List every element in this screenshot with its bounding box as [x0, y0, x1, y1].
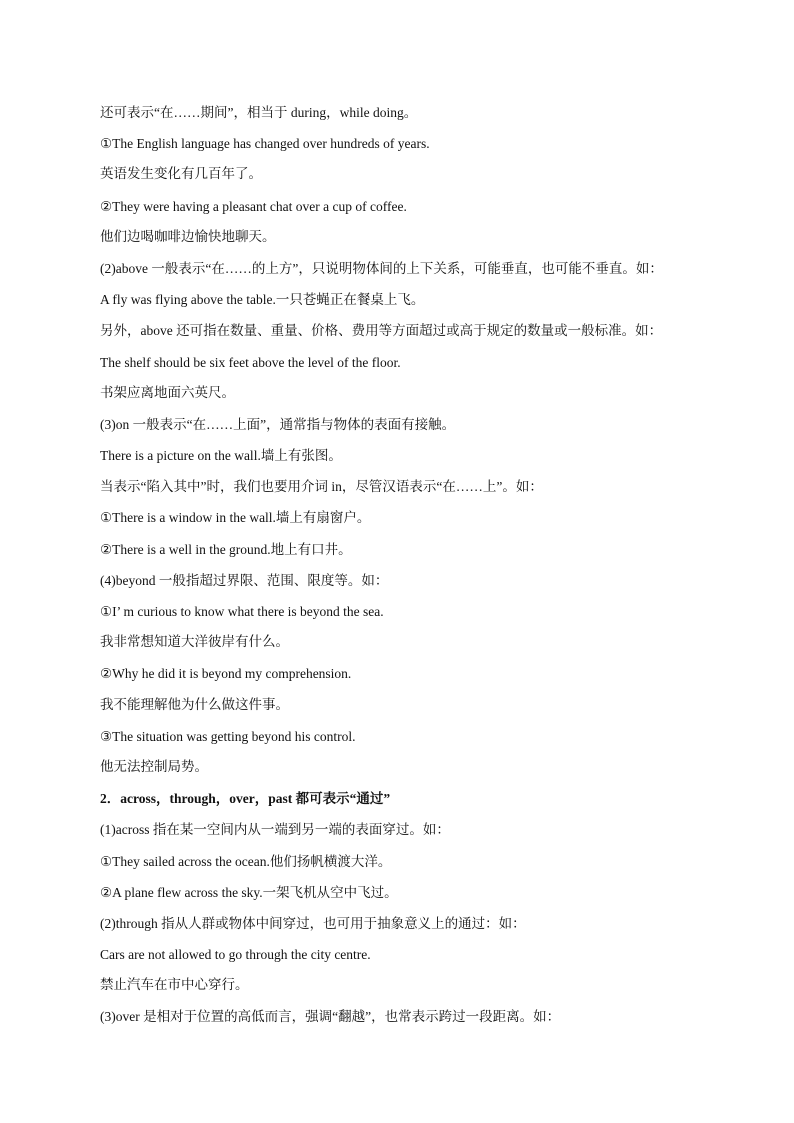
rule-heading: (2)above 一般表示“在……的上方”，只说明物体间的上下关系，可能垂直，也可能不垂直。如： — [100, 260, 663, 276]
example-sentence: Cars are not allowed to go through the city centre. — [100, 947, 371, 963]
rule-heading: (3)over 是相对于位置的高低而言，强调“翻越”，也常表示跨过一段距离。如： — [100, 1009, 561, 1025]
translation-line: 禁止汽车在市中心穿行。 — [100, 977, 249, 994]
example-sentence: ①The English language has changed over hundreds of years. — [100, 136, 430, 152]
translation-line: 我非常想知道大洋彼岸有什么。 — [100, 634, 289, 651]
example-sentence: ③The situation was getting beyond his control. — [100, 728, 356, 744]
rule-heading: (4)beyond 一般指超过界限、范围、限度等。如： — [100, 572, 389, 588]
example-sentence: ②A plane flew across the sky.一架飞机从空中飞过。 — [100, 884, 398, 900]
rule-heading: (2)through 指从人群或物体中间穿过，也可用于抽象意义上的通过：如： — [100, 915, 526, 931]
rule-heading: (3)on 一般表示“在……上面”，通常指与物体的表面有接触。 — [100, 416, 456, 432]
example-sentence: There is a picture on the wall.墙上有张图。 — [100, 448, 342, 464]
example-sentence: The shelf should be six feet above the level of the floor. — [100, 354, 401, 370]
translation-line: 他们边喝咖啡边愉快地聊天。 — [100, 228, 276, 245]
example-sentence: ②They were having a pleasant chat over a cup of coffee. — [100, 198, 407, 214]
document-body — [100, 97, 700, 1033]
translation-line: 书架应离地面六英尺。 — [100, 384, 235, 401]
example-sentence: ②There is a well in the ground.地上有口井。 — [100, 541, 352, 557]
translation-line: 我不能理解他为什么做这件事。 — [100, 696, 289, 713]
text-line: 还可表示“在……期间”，相当于 during，while doing。 — [100, 105, 418, 120]
example-sentence: ①I’ m curious to know what there is beyond the sea. — [100, 604, 384, 619]
translation-line: 他无法控制局势。 — [100, 758, 208, 775]
translation-line: 英语发生变化有几百年了。 — [100, 166, 262, 183]
example-sentence: ①They sailed across the ocean.他们扬帆横渡大洋。 — [100, 853, 392, 869]
example-sentence: A fly was flying above the table.一只苍蝇正在餐桌上飞。 — [100, 292, 425, 308]
section-heading: 2．across，through，over，past 都可表示“通过” — [100, 791, 391, 807]
text-line: 另外，above 还可指在数量、重量、价格、费用等方面超过或高于规定的数量或一般标准。如： — [100, 323, 663, 339]
text-line: 当表示“陷入其中”时，我们也要用介词 in，尽管汉语表示“在……上”。如： — [100, 479, 543, 495]
example-sentence: ①There is a window in the wall.墙上有扇窗户。 — [100, 510, 371, 526]
rule-heading: (1)across 指在某一空间内从一端到另一端的表面穿过。如： — [100, 822, 450, 838]
example-sentence: ②Why he did it is beyond my comprehension. — [100, 666, 352, 682]
